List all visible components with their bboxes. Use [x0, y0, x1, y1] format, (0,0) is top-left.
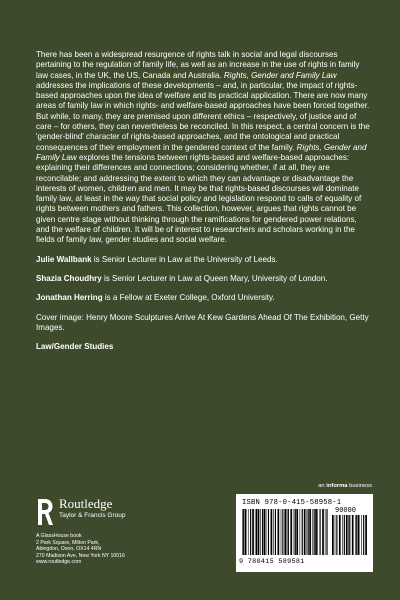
isbn-barcode: [236, 494, 373, 572]
routledge-logo-icon: [36, 497, 54, 527]
author-bio: [36, 293, 371, 303]
informa-business-label: [318, 483, 372, 489]
back-cover-content: [36, 50, 371, 352]
isbn-label: ISBN 978-0-415-58958-1: [242, 499, 342, 507]
address-line: 2 Park Square, Milton Park,: [36, 539, 100, 546]
ean-number: 9 780415 589581: [239, 558, 305, 566]
author-bio: [36, 274, 371, 284]
author-bio: [36, 255, 371, 265]
publisher-name: Routledge: [59, 496, 113, 511]
barcode-addon-number: 90000: [335, 507, 357, 515]
cover-image-credit: Cover image: Henry Moore Sculptures Arrive At Kew Gardens Ahead Of The Exhibition, Getty Images.: [36, 312, 369, 332]
description-part-2: addresses the implications of these developments – and, in particular, the impact of rights-based approaches upon the idea of welfare and its practical application. There are now many areas of family law in which rights- and welfare-based approaches have been forced together. But while, to many, they are premised upon different ethics – respectively, of justice and of care – for others, they can nevertheless be reconciled. In this respect, a central concern is the 'gender-blind' character of rights-based approaches, and the ontological and practical consequences of their employment in the gendered context of the family.: [36, 80, 370, 152]
subject-category: Law/Gender Studies: [36, 342, 114, 352]
publisher-address: [36, 533, 196, 566]
publisher-group: Taylor & Francis Group: [59, 512, 126, 519]
address-line: A GlassHouse book: [36, 533, 82, 539]
author-name: Julie Wallbank: [36, 254, 92, 264]
barcode-bars-icon: [242, 509, 328, 555]
description-part-3: explores the tensions between rights-based and welfare-based approaches: explaining their differences and connections; considering whether, if at all, they are reconcilable; and addressing the extent to which they can advantage or disadvantage the interests of women, children and men. It may be that rights-based discourses will dominate family law, at least in the way that social policy and legislation respond to calls of equality of rights between mothers and fathers. This collection, however, argues that rights cannot be given centre stage without thinking through the ramifications for gendered power relations, and the welfare of children. It will be of interest to researchers and scholars working in the fields of family law, gender studies and social welfare.: [36, 152, 362, 245]
description-part-1: There has been a widespread resurgence of rights talk in social and legal discourses pertaining to the regulation of family life, as well as an increase in the use of rights in family law cases, in the UK, the US, Canada and Australia.: [36, 50, 360, 80]
author-name: Jonathan Herring: [36, 293, 103, 303]
author-bio-text: is Senior Lecturer in Law at the University of Leeds.: [91, 254, 278, 264]
address-line: 270 Madison Ave, New York NY 10016: [36, 552, 125, 559]
book-title-italic: Rights, Gender and Family Law: [223, 70, 337, 80]
publisher-logo: [36, 497, 196, 527]
book-title-italic: Rights, Gender and Family Law: [36, 142, 367, 162]
informa-brand: informa: [326, 483, 348, 489]
informa-prefix: an: [318, 483, 327, 489]
author-name: Shazia Choudhry: [36, 273, 102, 283]
address-line: www.routledge.com: [36, 559, 82, 566]
address-line: Abingdon, Oxon, OX14 4RN: [36, 546, 102, 553]
publisher-block: [36, 497, 196, 566]
author-bio-text: is Senior Lecturer in Law at Queen Mary, University of London.: [101, 273, 328, 283]
barcode-addon-bars-icon: [332, 515, 368, 555]
informa-suffix: business: [347, 483, 372, 489]
book-description: [36, 50, 371, 246]
author-bio-text: is a Fellow at Exeter College, Oxford University.: [102, 293, 275, 303]
